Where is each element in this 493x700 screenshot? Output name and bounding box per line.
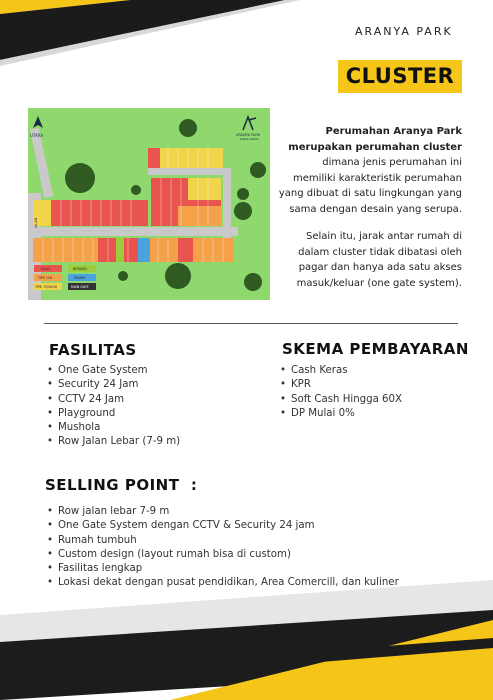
list-item: • Row jalan lebar 7-9 m xyxy=(47,505,467,519)
description-paragraph-2: Selain itu, jarak antar rumah di dalam cluster tidak dibatasi oleh pagar dan hanya ada satu akses masuk/keluar (one gate system). xyxy=(296,231,462,289)
fasilitas-list xyxy=(47,364,267,450)
list-item: • Cash Keras xyxy=(280,364,480,378)
skema-title: SKEMA PEMBAYARAN xyxy=(282,340,469,358)
list-item: • Custom design (layout rumah bisa di custom) xyxy=(47,548,467,562)
selling-point-title: SELLING POINT : xyxy=(45,476,198,494)
list-item: • Row Jalan Lebar (7-9 m) xyxy=(47,435,267,449)
list-item: • DP Mulai 0% xyxy=(280,407,480,421)
list-item: • CCTV 24 Jam xyxy=(47,393,267,407)
map-logo-text: ARANYA PARK xyxy=(236,133,261,137)
cluster-heading: CLUSTER xyxy=(338,60,462,93)
list-item: • Mushola xyxy=(47,421,267,435)
list-item: • KPR xyxy=(280,378,480,392)
map-north-label: UTARA xyxy=(30,133,44,138)
skema-list xyxy=(280,364,480,421)
list-item: • Security 24 Jam xyxy=(47,378,267,392)
legend-booked: BOOKED xyxy=(73,267,87,271)
brand-name: ARANYA PARK xyxy=(355,25,453,38)
legend-tipe-116: TIPE 116 xyxy=(38,276,52,280)
list-item: • Soft Cash Hingga 60X xyxy=(280,393,480,407)
legend-main-gate: MAIN GATE xyxy=(71,285,89,289)
map-road-label: JALAN xyxy=(34,217,38,228)
site-plan-map xyxy=(28,108,270,300)
list-item: • Lokasi dekat dengan pusat pendidikan, Area Comercill, dan kuliner xyxy=(47,576,467,590)
list-item: • Rumah tumbuh xyxy=(47,534,467,548)
description-paragraph-1 xyxy=(278,124,462,217)
bottom-decoration xyxy=(0,580,493,700)
list-item: • Fasilitas lengkap xyxy=(47,562,467,576)
fasilitas-title: FASILITAS xyxy=(49,341,137,359)
map-logo-sub: JANUA GRAYA xyxy=(240,137,259,141)
list-item: • One Gate System xyxy=(47,364,267,378)
legend-tipe-75: TIPE 75/50/30 xyxy=(35,285,58,289)
description-rest: dimana jenis perumahan ini memiliki karakteristik perumahan yang dibuat di satu lingkungan yang sama dengan desain yang serupa. xyxy=(278,157,462,215)
selling-point-list xyxy=(47,505,467,591)
legend-fasum: FASUM xyxy=(74,276,85,280)
list-item: • Playground xyxy=(47,407,267,421)
list-item: • One Gate System dengan CCTV & Security 24 jam xyxy=(47,519,467,533)
description-bold: Perumahan Aranya Park merupakan perumahan cluster xyxy=(288,126,462,153)
legend-sold: SOLD xyxy=(41,267,50,271)
section-divider xyxy=(44,323,458,324)
description xyxy=(278,124,462,291)
